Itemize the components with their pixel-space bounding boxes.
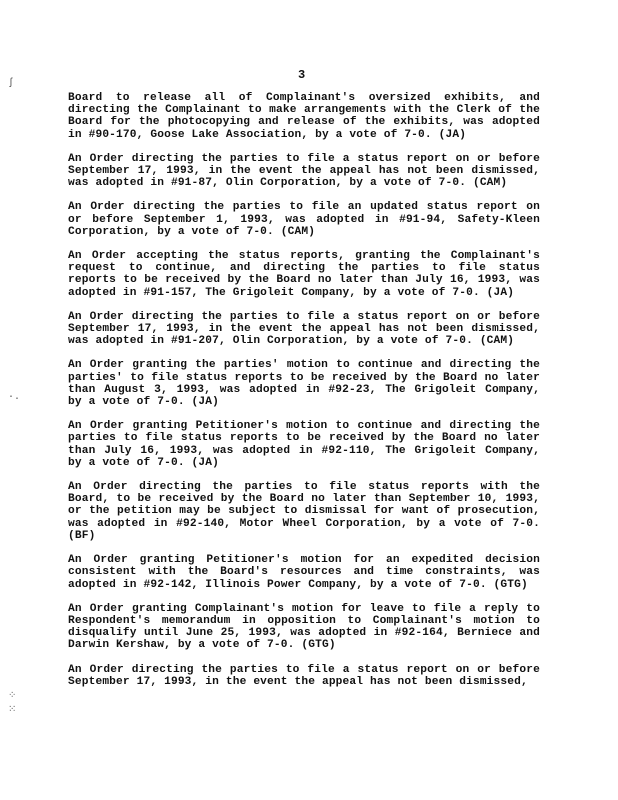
page-number: 3: [298, 68, 306, 82]
document-body: [68, 92, 540, 700]
order-paragraph: An Order directing the parties to file an updated status report on or before September 1, 1993, was adopted in #91-94, Safety-Kleen Corporation, by a vote of 7-0. (CAM): [68, 201, 540, 238]
scan-artifact: ʃ: [8, 78, 15, 89]
order-paragraph: An Order granting Complainant's motion for leave to file a reply to Respondent's memorandum in opposition to Complainant's motion to disqualify until June 25, 1993, was adopted in #92-164, Berniece and Darwin Kershaw, by a vote of 7-0. (GTG): [68, 602, 540, 652]
order-paragraph: An Order directing the parties to file status reports with the Board, to be received by the Board no later than September 10, 1993, or the petition may be subject to dismissal for want of prosecution, was adopted in #92-140, Motor Wheel Corporation, by a vote of 7-0. (BF): [68, 481, 540, 542]
order-paragraph: An Order granting Petitioner's motion to continue and directing the parties to file status reports to be received by the Board no later than July 16, 1993, was adopted in #92-110, The Grigoleit Company, by a vote of 7-0. (JA): [68, 420, 540, 469]
order-paragraph: An Order accepting the status reports, granting the Complainant's request to continue, and directing the parties to file status reports to be received by the Board no later than July 16, 1993, was adopted in #91-157, The Grigoleit Company, by a vote of 7-0. (JA): [68, 250, 540, 299]
scan-artifact: ·.: [8, 392, 21, 403]
order-paragraph: An Order granting Petitioner's motion for an expedited decision consistent with the Board's resources and time constraints, was adopted in #92-142, Illinois Power Company, by a vote of 7-0. (GTG): [68, 554, 540, 591]
order-paragraph: An Order granting the parties' motion to continue and directing the parties' to file status reports to be received by the Board no later than August 3, 1993, was adopted in #92-23, The Grigoleit Company, by a vote of 7-0. (JA): [68, 359, 540, 409]
order-paragraph: Board to release all of Complainant's oversized exhibits, and directing the Complainant to make arrangements with the Clerk of the Board for the photocopying and release of the exhibits, was adopted in #90-170, Goose Lake Association, by a vote of 7-0. (JA): [68, 92, 540, 141]
scan-artifact: ⁘: [8, 691, 17, 702]
order-paragraph: An Order directing the parties to file a status report on or before September 17, 1993, in the event the appeal has not been dismissed, was adopted in #91-207, Olin Corporation, by a vote of 7-0. (CAM): [68, 310, 540, 348]
order-paragraph: An Order directing the parties to file a status report on or before September 17, 1993, in the event the appeal has not been dismissed, was adopted in #91-87, Olin Corporation, by a vote of 7-0. (CAM): [68, 152, 540, 190]
order-paragraph: An Order directing the parties to file a status report on or before September 17, 1993, in the event the appeal has not been dismissed,: [68, 663, 540, 688]
scan-artifact: ⁙: [8, 705, 17, 716]
